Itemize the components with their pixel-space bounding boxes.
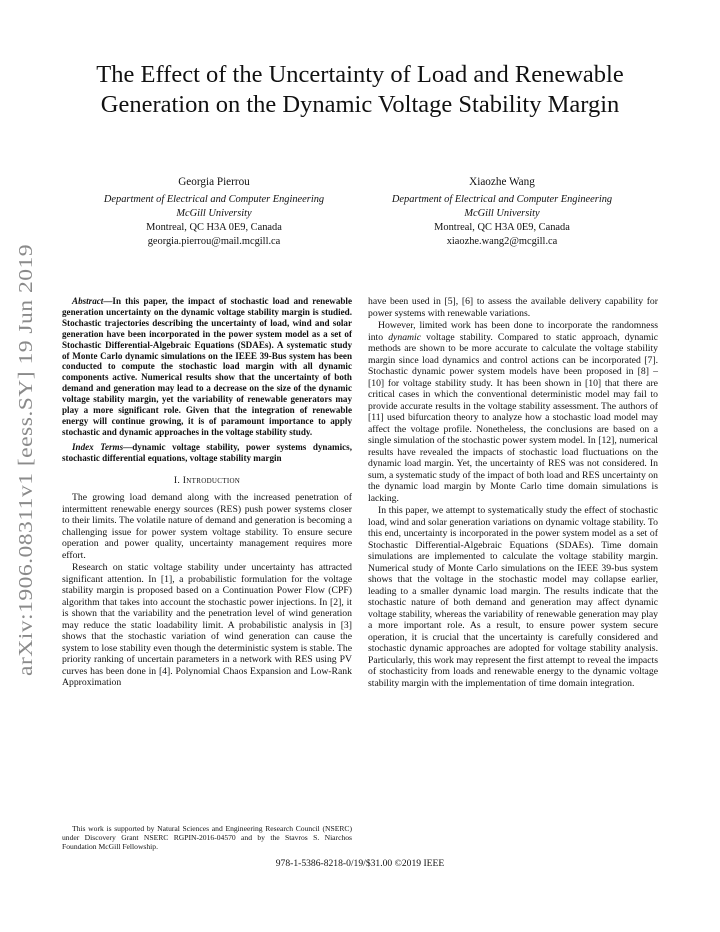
right-paragraph-3: In this paper, we attempt to systematically study the effect of stochastic load, wind and solar generation variations on dynamic voltage stability. To this end, uncertainty is incorporated in the power system model as a set of Stochastic Differential-Algebraic Equations (SDAEs). Time domain simulations are implemented to calculate the voltage stability margin. Numerical study of Monte Carlo simulations on the IEEE 39-bus system shows that the voltage in the stochastic model may collapse earlier, leading to a smaller dynamic load margin. The results indicate that the stochastic nature of both demand and generation may affect dynamic voltage stability, whereas the variability of renewable generation may play a more important role. As a result, to ensure power system secure operation, it is crucial that the uncertainty is carefully considered and stochastic dynamic approaches are adopted for voltage stability analysis. Particularly, this work may represent the first attempt to reveal the impacts of stochasticity from loads and renewable energy to the dynamic voltage stability margin with the implementation of time domain integration. xyxy=(368,505,658,689)
arxiv-stamp-text: arXiv:1906.08311v1 [eess.SY] 19 Jun 2019 xyxy=(15,309,37,676)
author-university: McGill University xyxy=(464,208,540,219)
author-department: Department of Electrical and Computer Engineering xyxy=(103,194,325,205)
paper-title: The Effect of the Uncertainty of Load and Renewable Generation on the Dynamic Voltage Stability Margin xyxy=(96,61,624,118)
intro-paragraph-2: Research on static voltage stability under uncertainty has attracted significant attention. In [1], a probabilistic formulation for the voltage stability margin is proposed based on a Continuation Power Flow (CPF) algorithm that takes into account the stochastic power injections. In [2], it is shown that the variability and the penetration level of wind generation may reduce the static loadability limit. A probabilistic analysis in [3] shows that the stochastic variation of wind generation can cause the system to lose stability even though the deterministic system is stable. The priority ranking of uncertain parameters in a network with RES using PV curves has been done in [4]. Polynomial Chaos Expansion and Low-Rank Approximation xyxy=(62,562,352,689)
footnote: This work is supported by Natural Sciences and Engineering Research Council (NSERC) under Discovery Grant NSERC RGPIN-2016-04570 and by the Stavros S. Niarchos Foundation McGill Fellowship. xyxy=(62,824,352,851)
section-heading: I. Introduction xyxy=(173,474,241,486)
author-location: Montreal, QC H3A 0E9, Canada xyxy=(146,222,282,233)
author-email: xiaozhe.wang2@mcgill.ca xyxy=(446,236,558,247)
author-location: Montreal, QC H3A 0E9, Canada xyxy=(434,222,570,233)
right-paragraph-2-b: voltage stability. Compared to static approach, dynamic methods are shown to be more accurate to calculate the voltage stability margin since load dynamics and control actions can be incorporated [7]. Stochastic dynamic power system models have been proposed in [8] – [10] for voltage stability study. It has been shown in [10] that there are critical cases in which the conventional deterministic model may fail to provide accurate results in the voltage stability assessment. The authors of [11] used bifurcation theory to analyze how a stochastic load model may affect the voltage profile. Nonetheless, the conclusions are based on a single simulation of the stochastic power system model. In [12], numerical results have revealed the impacts of stochastic load fluctuations on the dynamic load margin. Yet, the uncertainty of RES was not considered. In sum, a systematic study of the impact of both load and RES uncertainty on the dynamic load margin by Monte Carlo time domain simulations is lacking. xyxy=(368,331,658,504)
intro-paragraph-1: The growing load demand along with the increased penetration of intermittent renewable energy sources (RES) push power systems closer to their limits. The volatile nature of demand and generation is becoming a challenging issue for power system voltage stability. To ensure secure operation and power quality, uncertainty management requires more effort. xyxy=(62,492,352,561)
author-block-2 xyxy=(352,175,652,249)
author-name: Georgia Pierrou xyxy=(178,176,250,188)
index-terms-label: Index Terms xyxy=(72,441,124,452)
emphasis-dynamic: dynamic xyxy=(388,331,422,343)
right-paragraph-2-a: However, limited work has been done to incorporate the randomness into xyxy=(368,320,658,343)
page-footer: 978-1-5386-8218-0/19/$31.00 ©2019 IEEE xyxy=(275,858,445,869)
right-paragraph-2 xyxy=(368,320,658,504)
author-block-1 xyxy=(64,175,364,249)
abstract-label: Abstract xyxy=(72,296,104,306)
right-paragraph-1: have been used in [5], [6] to assess the available delivery capability for power systems with renewable variations. xyxy=(368,296,658,319)
author-email: georgia.pierrou@mail.mcgill.ca xyxy=(147,236,281,247)
left-column xyxy=(62,296,352,689)
author-university: McGill University xyxy=(176,208,252,219)
arxiv-stamp xyxy=(4,240,44,680)
index-terms xyxy=(62,442,352,464)
right-column xyxy=(368,296,658,689)
abstract-text: —In this paper, the impact of stochastic load and renewable generation uncertainty on the dynamic voltage stability margin is studied. Stochastic trajectories describing the uncertainty of load, wind and solar generation have been incorporated in the power system model as a set of Stochastic Differential-Algebraic Equations (SDAEs). A systematic study of Monte Carlo dynamic simulations on the IEEE 39-Bus system has been conducted to compute the stochastic load margin with all dynamic components active. Numerical results show that the uncertainty of both demand and generation may lead to a decrease on the size of the dynamic voltage stability margin, yet the variability of renewable generators may play a more significant role. Given that the integration of renewable energy will continue growing, it is of paramount importance to apply stochastic and dynamic approaches in the voltage stability study. xyxy=(62,296,352,437)
abstract xyxy=(62,296,352,438)
author-name: Xiaozhe Wang xyxy=(469,176,535,188)
author-department: Department of Electrical and Computer Engineering xyxy=(391,194,613,205)
index-terms-text: —dynamic voltage stability, power systems dynamics, stochastic differential equations, voltage stability margin xyxy=(62,441,352,463)
